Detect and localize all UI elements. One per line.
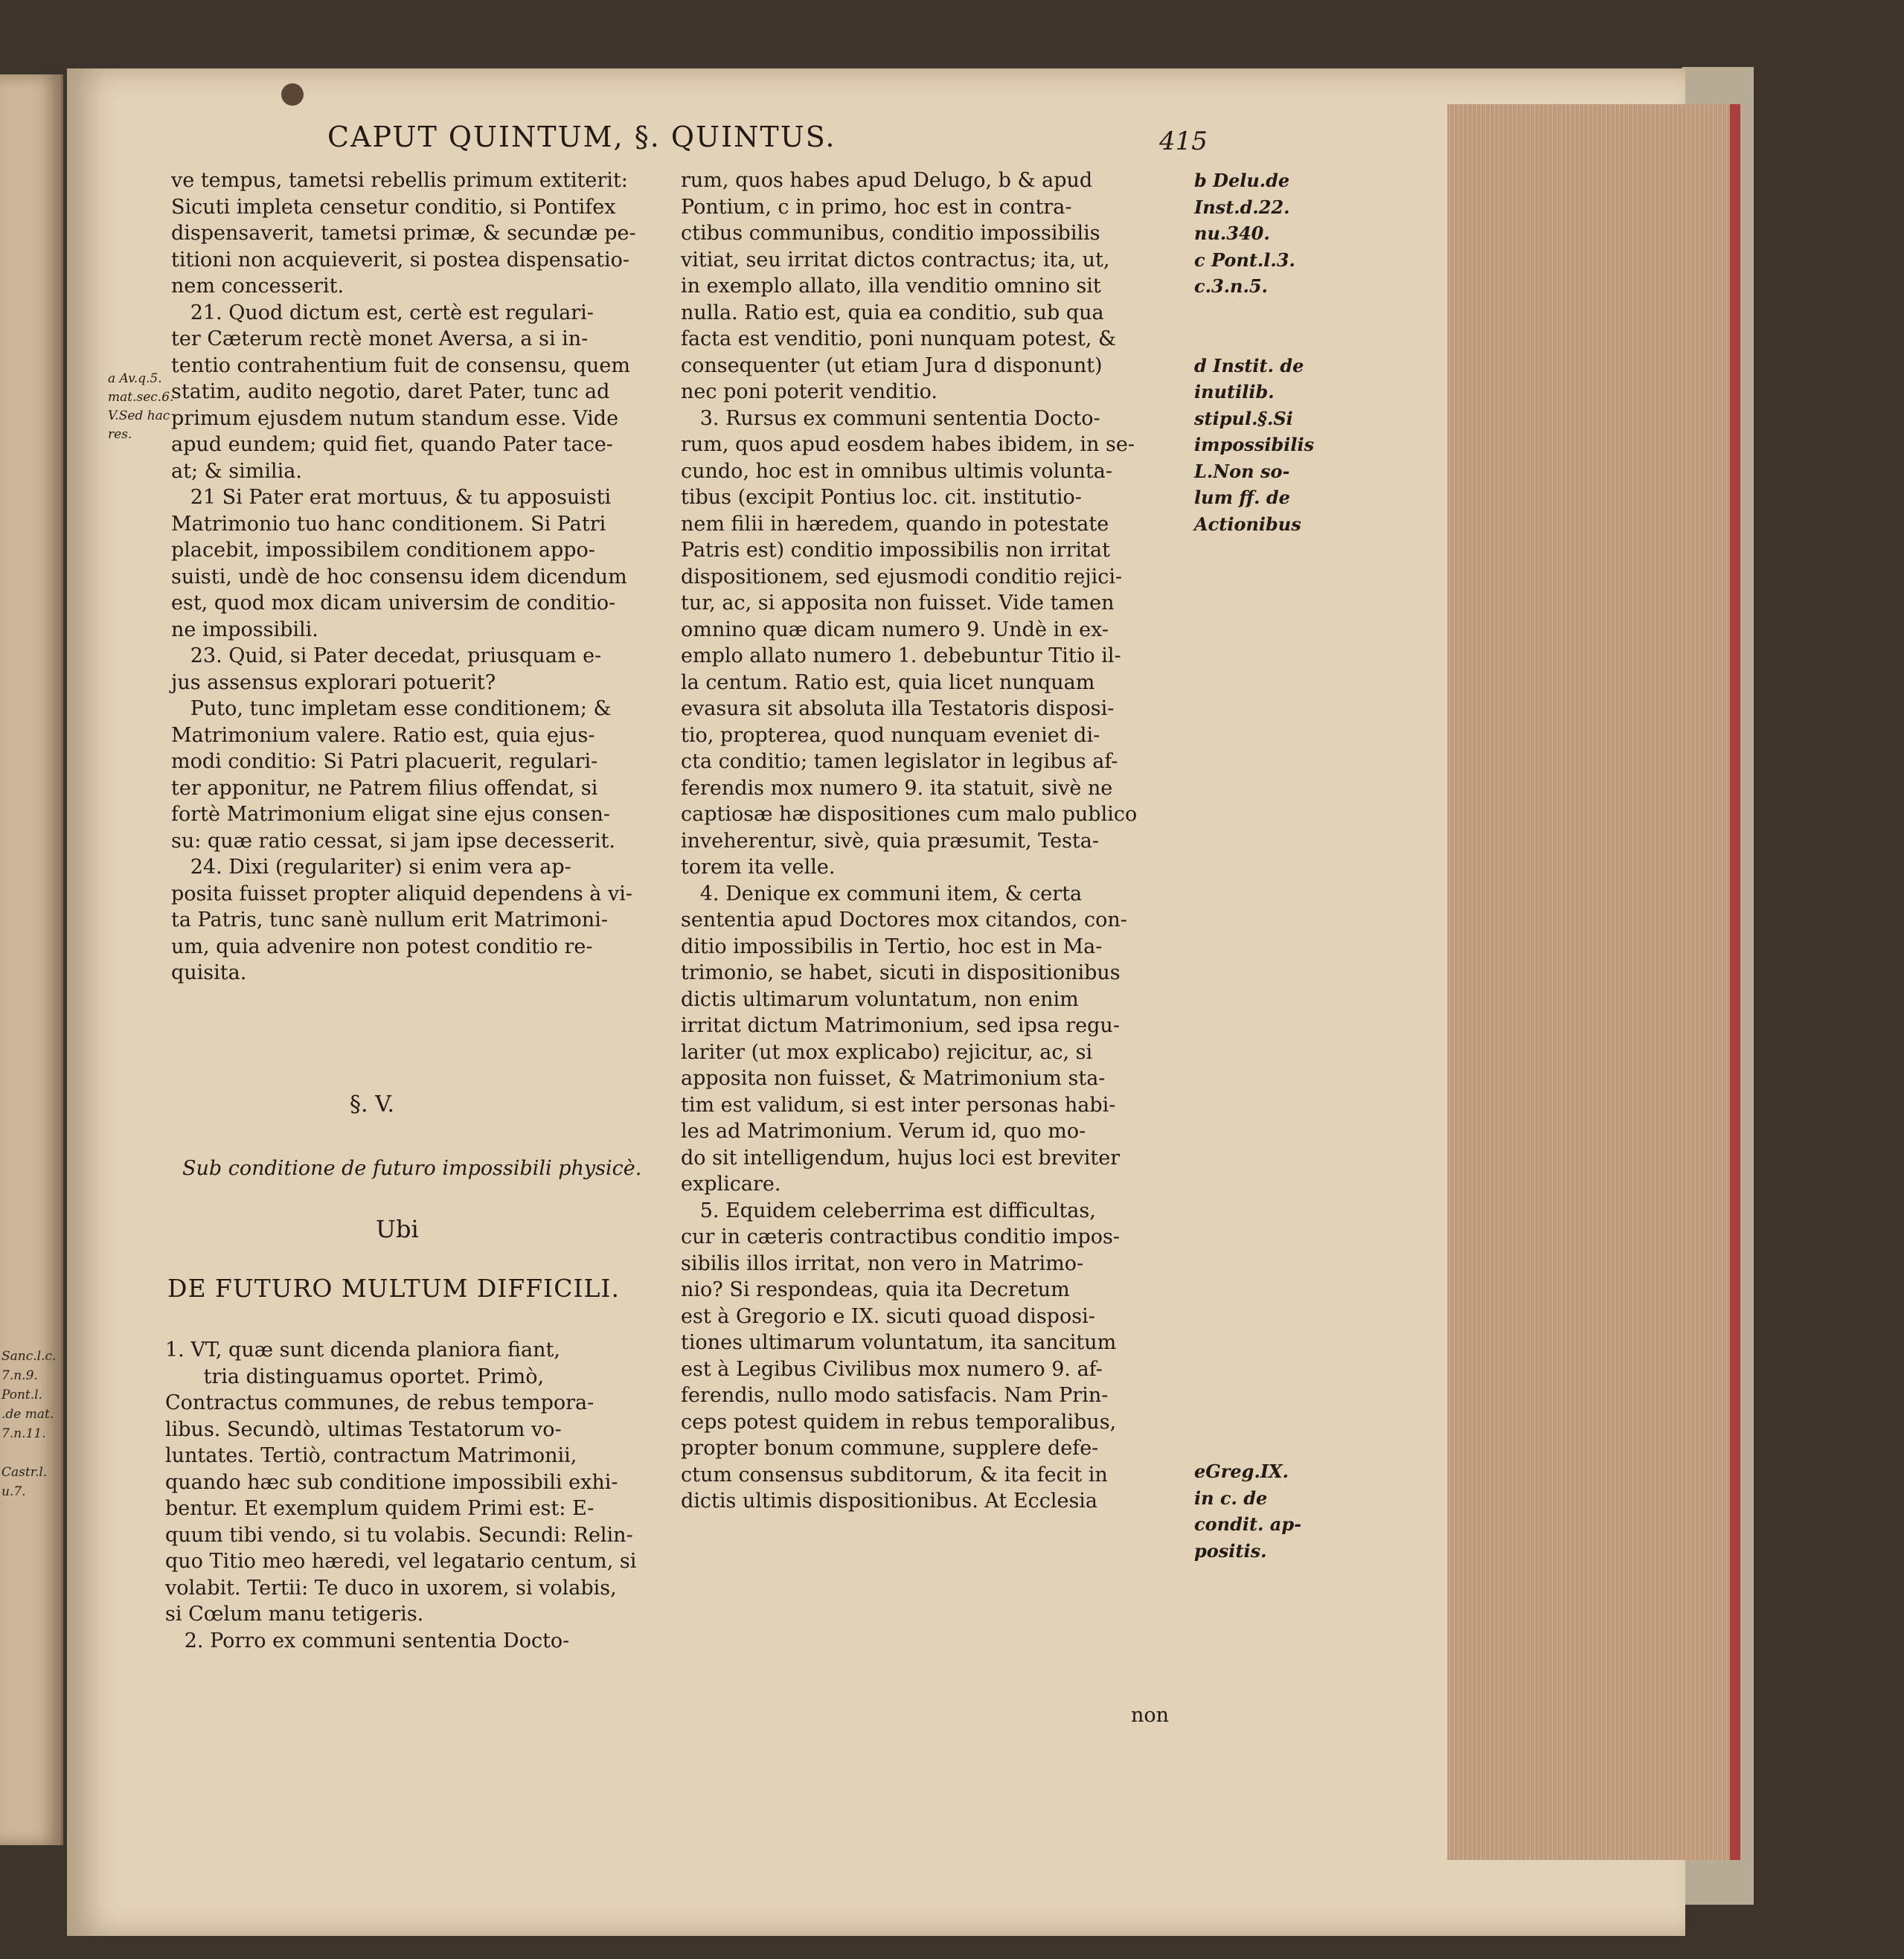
text-line: est à Gregorio e IX. sicuti quoad disposi-: [681, 1304, 1095, 1328]
text-line: in exemplo allato, illa venditio omnino sit: [681, 275, 1101, 298]
text-line: les ad Matrimonium. Verum id, quo mo-: [681, 1120, 1086, 1143]
right-column: [681, 167, 1194, 1515]
text-line: nio? Si respondeas, quia ita Decretum: [681, 1278, 1070, 1301]
section-subheading: Sub conditione de futuro impossibili physicè.: [182, 1157, 642, 1180]
text-line: apud eundem; quid fiet, quando Pater tace-: [171, 433, 613, 456]
text-line: 4. Denique ex communi item, & certa: [681, 882, 1083, 905]
text-line: la centum. Ratio est, quia licet nunquam: [681, 670, 1095, 694]
text-line: propter bonum commune, supplere defe-: [681, 1437, 1099, 1460]
ink-spot: [281, 83, 304, 106]
text-line: jus assensus explorari potuerit?: [171, 670, 496, 694]
text-line: ctibus communibus, conditio impossibilis: [681, 222, 1100, 245]
text-line: placebit, impossibilem conditionem appo-: [171, 539, 595, 562]
text-line: rum, quos habes apud Delugo, b & apud: [681, 169, 1093, 192]
text-line: ctum consensus subditorum, & ita fecit in: [681, 1463, 1108, 1487]
text-line: cundo, hoc est in omnibus ultimis volunta-: [681, 459, 1112, 483]
page-edges: [1447, 104, 1740, 1860]
text-line: irritat dictum Matrimonium, sed ipsa regu-: [681, 1014, 1120, 1037]
text-line: explicare.: [681, 1173, 781, 1196]
text-line: omnino quæ dicam numero 9. Undè in ex-: [681, 618, 1109, 641]
text-line: ter apponitur, ne Patrem filius offendat, si: [171, 776, 598, 800]
text-line: ferendis mox numero 9. ita statuit, sivè ne: [681, 776, 1113, 800]
text-line: tur, ac, si apposita non fuisset. Vide tamen: [681, 591, 1115, 615]
text-line: dispensaverit, tametsi primæ, & secundæ pe-: [171, 222, 636, 245]
text-line: statim, audito negotio, daret Pater, tunc ad: [171, 380, 610, 403]
text-line: ne impossibili.: [171, 618, 318, 641]
text-line: volabit. Tertii: Te duco in uxorem, si volabis,: [165, 1576, 617, 1600]
text-line: Sicuti impleta censetur conditio, si Pontifex: [171, 195, 616, 219]
text-line: ve tempus, tametsi rebellis primum extiterit:: [171, 169, 628, 192]
text-line: Puto, tunc impletam esse conditionem; &: [171, 697, 612, 720]
text-line: 2. Porro ex communi sententia Docto-: [165, 1629, 570, 1652]
text-line: Contractus communes, de rebus tempora-: [165, 1391, 594, 1414]
text-line: sententia apud Doctores mox citandos, con-: [681, 908, 1127, 932]
text-line: tim est validum, si est inter personas habi-: [681, 1093, 1116, 1117]
text-line: consequenter (ut etiam Jura d disponunt): [681, 353, 1103, 377]
text-line: tria distinguamus oportet. Primò,: [165, 1365, 545, 1388]
text-line: suisti, undè de hoc consensu idem dicendum: [171, 565, 627, 589]
text-line: tentio contrahentium fuit de consensu, quem: [171, 353, 630, 377]
text-line: dictis ultimis dispositionibus. At Ecclesia: [681, 1490, 1098, 1513]
text-line: quando hæc sub conditione impossibili exhi-: [165, 1470, 618, 1494]
text-line: tiones ultimarum voluntatum, ita sancitum: [681, 1331, 1117, 1354]
text-line: 23. Quid, si Pater decedat, priusquam e-: [171, 644, 602, 667]
text-line: cta conditio; tamen legislator in legibus af-: [681, 750, 1118, 773]
text-line: 21. Quod dictum est, certè est regulari-: [171, 301, 594, 324]
right-margin-notes: b Delu.de Inst.d.22. nu.340. c Pont.l.3. c.3.n.5. d Instit. de inutilib. stipul.§.Si impossibilis L.Non so- lum ff. de Actionibus: [1194, 170, 1315, 535]
text-line: su: quæ ratio cessat, si jam ipse decesserit.: [171, 829, 615, 853]
text-line: bentur. Et exemplum quidem Primi est: E-: [165, 1497, 594, 1520]
text-line: fortè Matrimonium eligat sine ejus consen-: [171, 803, 610, 826]
text-line: cur in cæteris contractibus conditio impos-: [681, 1225, 1121, 1248]
text-line: modi conditio: Si Patri placuerit, regulari-: [171, 750, 598, 773]
text-line: tibus (excipit Pontius loc. cit. institutio-: [681, 486, 1082, 509]
text-line: Patris est) conditio impossibilis non irritat: [681, 539, 1110, 562]
text-line: lariter (ut mox explicabo) rejicitur, ac, si: [681, 1040, 1093, 1064]
text-line: dictis ultimarum voluntatum, non enim: [681, 987, 1079, 1011]
text-line: 5. Equidem celeberrima est difficultas,: [681, 1199, 1096, 1222]
running-head: CAPUT QUINTUM, §. QUINTUS.: [327, 121, 836, 153]
text-line: ceps potest quidem in rebus temporalibus,: [681, 1410, 1117, 1434]
text-line: trimonio, se habet, sicuti in dispositionibus: [681, 961, 1121, 984]
facing-page: [0, 74, 63, 1845]
text-line: nulla. Ratio est, quia ea conditio, sub qua: [681, 301, 1104, 324]
text-line: ter Cæterum rectè monet Aversa, a si in-: [171, 327, 589, 350]
right-margin-notes-lower: eGreg.IX. in c. de condit. ap- positis.: [1194, 1461, 1302, 1562]
text-line: 21 Si Pater erat mortuus, & tu apposuisti: [171, 486, 612, 509]
facing-page-margin-notes: Sanc.l.c. 7.n.9. Pont.l. .de mat. 7.n.11. Castr.l. u.7.: [1, 1349, 57, 1499]
text-line: captiosæ hæ dispositiones cum malo publico: [681, 803, 1138, 826]
left-column: [171, 167, 670, 987]
text-line: 1. VT, quæ sunt dicenda planiora fiant,: [165, 1338, 560, 1362]
text-line: ditio impossibilis in Tertio, hoc est in Ma-: [681, 934, 1103, 958]
text-line: si Cœlum manu tetigeris.: [165, 1603, 424, 1626]
text-line: est, quod mox dicam universim de conditio-: [171, 591, 616, 615]
text-line: emplo allato numero 1. debebuntur Titio il-: [681, 644, 1121, 667]
text-line: luntates. Tertiò, contractum Matrimonii,: [165, 1444, 577, 1467]
text-line: primum ejusdem nutum standum esse. Vide: [171, 406, 619, 430]
text-line: vitiat, seu irritat dictos contractus; ita, ut,: [681, 248, 1110, 272]
text-line: quum tibi vendo, si tu volabis. Secundi: Relin-: [165, 1523, 633, 1547]
text-line: tio, propterea, quod nunquam eveniet di-: [681, 723, 1100, 747]
left-margin-note: a Av.q.5. mat.sec.6. V.Sed hac res.: [108, 371, 174, 442]
caps-heading: DE FUTURO MULTUM DIFFICILI.: [167, 1274, 620, 1303]
page-number: 415: [1159, 126, 1208, 156]
text-line: ta Patris, tunc sanè nullum erit Matrimoni-: [171, 908, 608, 932]
text-line: Matrimonium valere. Ratio est, quia ejus-: [171, 723, 595, 747]
text-line: rum, quos apud eosdem habes ibidem, in se-: [681, 433, 1135, 456]
text-line: posita fuisset propter aliquid dependens à vi-: [171, 882, 632, 905]
text-line: 24. Dixi (regulariter) si enim vera ap-: [171, 856, 571, 879]
text-line: libus. Secundò, ultimas Testatorum vo-: [165, 1417, 562, 1441]
text-line: nec poni poterit venditio.: [681, 380, 937, 403]
text-line: Pontium, c in primo, hoc est in contra-: [681, 195, 1072, 219]
text-line: torem ita velle.: [681, 856, 836, 879]
catchword: non: [1131, 1704, 1170, 1727]
text-line: est à Legibus Civilibus mox numero 9. af-: [681, 1357, 1103, 1381]
text-line: Matrimonio tuo hanc conditionem. Si Patri: [171, 512, 606, 536]
text-line: titioni non acquieverit, si postea dispensatio-: [171, 248, 629, 272]
text-line: facta est venditio, poni nunquam potest, &: [681, 327, 1116, 350]
text-line: sibilis illos irritat, non vero in Matrimo-: [681, 1251, 1084, 1275]
text-line: nem filii in hæredem, quando in potestate: [681, 512, 1109, 536]
text-line: um, quia advenire non potest conditio re-: [171, 934, 593, 958]
text-line: ferendis, nullo modo satisfacis. Nam Prin-: [681, 1384, 1109, 1407]
text-line: dispositionem, sed ejusmodi conditio rejici-: [681, 565, 1123, 589]
left-column-lower: [165, 1337, 671, 1654]
text-line: at; & similia.: [171, 459, 302, 483]
text-line: nem concesserit.: [171, 275, 344, 298]
text-line: quisita.: [171, 961, 247, 984]
text-line: do sit intelligendum, hujus loci est breviter: [681, 1146, 1121, 1170]
text-line: inveherentur, sivè, quia præsumit, Testa-: [681, 829, 1100, 853]
section-mark: §. V.: [350, 1091, 395, 1118]
text-line: apposita non fuisset, & Matrimonium sta-: [681, 1067, 1106, 1090]
text-line: 3. Rursus ex communi sententia Docto-: [681, 406, 1100, 430]
text-line: quo Titio meo hæredi, vel legatario centum, si: [165, 1550, 637, 1573]
text-line: evasura sit absoluta illa Testatoris disposi-: [681, 697, 1115, 720]
ubi-word: Ubi: [376, 1215, 419, 1243]
